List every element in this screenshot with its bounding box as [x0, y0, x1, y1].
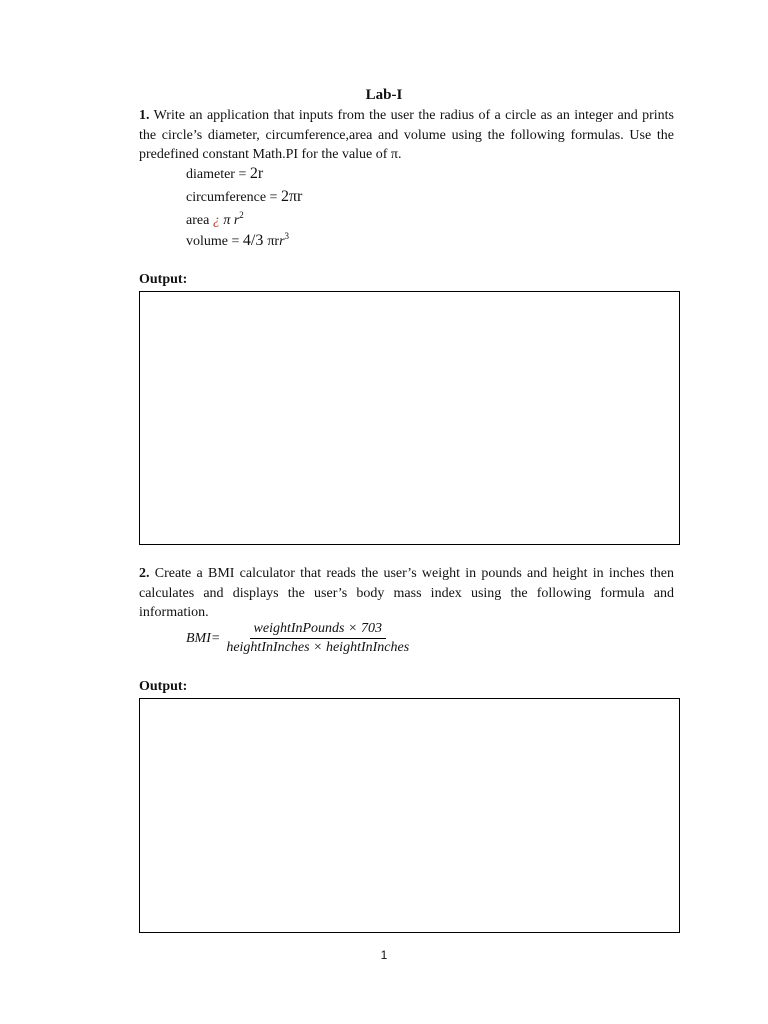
formula-volume	[186, 231, 289, 250]
volume-pi-r: πr	[267, 234, 280, 249]
area-r: r	[233, 213, 240, 228]
question-2-body: Create a BMI calculator that reads the user’s weight in pounds and height in inches then calculates and displays the user’s body mass index using the following formula and information.	[139, 566, 674, 620]
area-label: area	[186, 213, 213, 228]
circumference-value: 2πr	[280, 188, 303, 205]
output-box-1	[139, 291, 680, 545]
output-label-2: Output:	[139, 679, 188, 694]
bmi-denominator: heightInInches × heightInInches	[226, 640, 410, 655]
formula-area	[186, 210, 244, 229]
question-2-text	[139, 564, 674, 623]
diameter-value: 2r	[249, 165, 264, 182]
area-broken-glyph: ¿	[212, 213, 220, 228]
volume-r: r	[279, 234, 285, 249]
question-1-body: Write an application that inputs from the user the radius of a circle as an integer and prints the circle’s diameter, circumference,area and volume using the following formulas. Use the predefined constant Math.PI for the value of π.	[139, 108, 674, 162]
circumference-label: circumference =	[186, 190, 281, 205]
volume-label: volume =	[186, 234, 243, 249]
question-1-number: 1.	[139, 108, 150, 123]
area-exponent: 2	[239, 210, 244, 220]
bmi-formula	[186, 621, 411, 656]
page-title: Lab-I	[365, 87, 403, 103]
volume-exponent: 3	[284, 231, 290, 241]
formula-circumference	[186, 188, 302, 206]
formula-diameter	[186, 165, 263, 183]
output-label-1: Output:	[139, 272, 188, 287]
area-pi: π	[223, 213, 231, 228]
question-2-number: 2.	[139, 566, 150, 581]
bmi-lhs: BMI=	[186, 630, 221, 646]
volume-value: 4/3	[242, 232, 268, 249]
diameter-label: diameter =	[186, 167, 250, 182]
page-number: 1	[380, 948, 388, 962]
bmi-fraction	[224, 621, 411, 656]
question-1-text	[139, 106, 674, 165]
bmi-numerator: weightInPounds × 703	[250, 621, 386, 639]
output-box-2	[139, 698, 680, 933]
